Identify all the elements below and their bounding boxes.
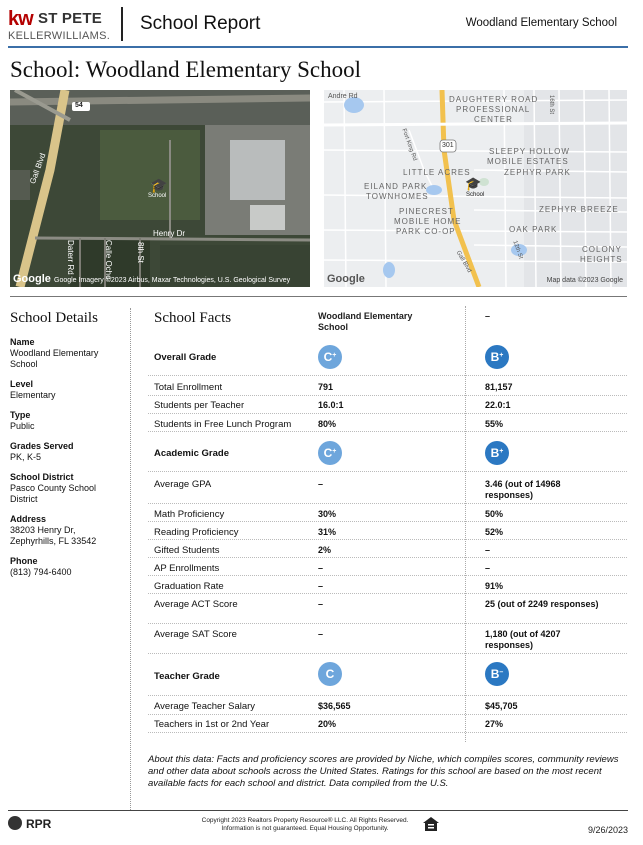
detail-value: Woodland Elementary School xyxy=(10,348,99,369)
row-label: Average Teacher Salary xyxy=(154,701,256,712)
detail-value[interactable]: (813) 794-6400 xyxy=(10,567,72,577)
row-label: Math Proficiency xyxy=(154,509,225,520)
colony-heights-label-2: HEIGHTS xyxy=(580,255,623,264)
row-value-school: – xyxy=(318,479,324,489)
rpr-logo-text: RPR xyxy=(26,817,52,831)
table-row xyxy=(148,396,627,414)
row-label: Graduation Rate xyxy=(154,581,224,592)
row-value-compare: 91% xyxy=(485,581,504,591)
row-label: Overall Grade xyxy=(154,352,217,363)
andre-rd-label: Andre Rd xyxy=(328,93,358,100)
rpr-logo xyxy=(8,816,51,831)
zephyr-breeze-label: ZEPHYR BREEZE xyxy=(539,205,619,214)
page-title: School: Woodland Elementary School xyxy=(10,57,361,82)
grade-badge: C xyxy=(318,662,342,686)
table-row xyxy=(148,576,627,594)
row-value-compare: 50% xyxy=(485,509,504,519)
row-value-compare: 81,157 xyxy=(485,382,513,392)
school-marker-label: School xyxy=(466,192,485,198)
daterr-rd-label: Daterr Rd xyxy=(66,240,75,275)
eighth-st-label: 8th St xyxy=(136,242,145,263)
school-details xyxy=(10,310,125,587)
row-value-compare: – xyxy=(485,563,491,573)
zephyr-park-label: ZEPHYR PARK xyxy=(504,168,571,177)
eiland-park-label-1: EILAND PARK xyxy=(364,182,428,191)
sleepy-hollow-label-1: SLEEPY HOLLOW xyxy=(489,147,570,156)
detail-phone xyxy=(10,556,125,578)
header-rule xyxy=(8,46,628,48)
header-divider xyxy=(121,7,123,41)
grade-badge: B+ xyxy=(485,345,509,369)
column-divider xyxy=(130,308,131,810)
detail-value: Zephyrhills, FL 33542 xyxy=(10,536,97,546)
little-acres-label: LITTLE ACRES xyxy=(403,168,471,177)
row-value-compare: 25 (out of 2249 responses) xyxy=(485,599,599,609)
pinecrest-label-1: PINECREST xyxy=(399,207,454,216)
copyright-notice xyxy=(195,817,415,833)
row-value-compare: – xyxy=(485,545,491,555)
facts-column-compare: – xyxy=(485,311,491,321)
row-value-compare: 27% xyxy=(485,719,504,729)
header-school-name: Woodland Elementary School xyxy=(465,17,617,29)
table-row xyxy=(148,697,627,715)
table-row xyxy=(148,715,627,733)
row-label: Academic Grade xyxy=(154,448,229,459)
kw-logo-wordmark: KELLERWILLIAMS. xyxy=(8,30,111,42)
table-row xyxy=(148,522,627,540)
kw-logo-mark: kw xyxy=(8,8,33,30)
row-value-school: – xyxy=(318,581,324,591)
table-row xyxy=(148,504,627,522)
twelfth-st-label: 12th St xyxy=(511,240,524,260)
detail-type xyxy=(10,410,125,432)
detail-label: Name xyxy=(10,337,35,347)
table-row xyxy=(148,558,627,576)
google-logo: Google xyxy=(13,273,51,285)
grade-badge: B– xyxy=(485,662,509,686)
detail-label: School District xyxy=(10,472,74,482)
route-301-label: 301 xyxy=(442,142,454,149)
table-row xyxy=(148,378,627,396)
row-value-school: – xyxy=(318,629,324,639)
google-logo: Google xyxy=(327,273,365,285)
row-value-compare: 1,180 (out of 4207 responses) xyxy=(485,629,561,650)
map-data-attribution: Map data ©2023 Google xyxy=(546,277,623,284)
row-label: AP Enrollments xyxy=(154,563,220,574)
copyright-line: Copyright 2023 Realtors Property Resource® LLC. All Rights Reserved. xyxy=(201,817,409,824)
row-value-school: – xyxy=(318,563,324,573)
daughtery-label-2: PROFESSIONAL xyxy=(456,105,531,114)
daughtery-label-3: CENTER xyxy=(474,115,513,124)
table-row xyxy=(148,474,627,504)
kw-logo-city: ST PETE xyxy=(38,10,102,27)
row-value-school: 16.0:1 xyxy=(318,400,344,410)
row-label: Average ACT Score xyxy=(154,599,238,610)
detail-label: Phone xyxy=(10,556,38,566)
row-value-school: 31% xyxy=(318,527,337,537)
gall-blvd-road-label: Gall Blvd xyxy=(454,250,473,274)
row-label: Students per Teacher xyxy=(154,400,245,411)
eiland-park-label-2: TOWNHOMES xyxy=(366,192,429,201)
sixteenth-st-label: 16th St xyxy=(548,95,554,115)
teacher-grade-row xyxy=(148,660,627,696)
detail-label: Level xyxy=(10,379,34,389)
school-marker-icon[interactable]: 🎓 xyxy=(465,176,482,191)
disclaimer-line: Information is not guaranteed. Equal Housing Opportunity. xyxy=(221,825,389,832)
report-header xyxy=(0,0,643,48)
row-value-compare: 55% xyxy=(485,419,504,429)
footer-rule xyxy=(8,810,628,811)
pinecrest-label-3: PARK CO-OP xyxy=(396,227,456,236)
about-data-note: About this data: Facts and proficiency scores are provided by Niche, which compiles scores, community reviews and other data about schools across the United States. Ratings for this school are based on the most recent available facts for each school and district. Data compiled from the U.S. xyxy=(148,754,619,789)
row-value-school: 791 xyxy=(318,382,334,392)
colony-heights-label-1: COLONY xyxy=(582,245,622,254)
detail-value: Elementary xyxy=(10,390,56,400)
school-facts-title: School Facts xyxy=(154,310,232,326)
detail-grades xyxy=(10,441,125,463)
table-row xyxy=(148,540,627,558)
section-rule xyxy=(10,296,627,297)
detail-label: Grades Served xyxy=(10,441,74,451)
daughtery-label-1: DAUGHTERY ROAD xyxy=(449,95,539,104)
detail-value: 38203 Henry Dr, xyxy=(10,525,76,535)
fort-king-rd-label: Fort King Rd xyxy=(400,128,418,162)
report-date: 9/26/2023 xyxy=(587,825,628,835)
school-marker-label: School xyxy=(148,193,167,199)
grade-badge: C+ xyxy=(318,441,342,465)
detail-value: PK, K-5 xyxy=(10,452,42,462)
row-value-compare: $45,705 xyxy=(485,701,518,711)
satellite-map[interactable] xyxy=(10,90,310,287)
grade-badge: B+ xyxy=(485,441,509,465)
rpr-icon xyxy=(8,816,22,830)
detail-name xyxy=(10,337,125,370)
row-value-school: 2% xyxy=(318,545,332,555)
row-value-compare: 3.46 (out of 14968 responses) xyxy=(485,479,561,500)
detail-level xyxy=(10,379,125,401)
row-value-school: 20% xyxy=(318,719,337,729)
school-details-title: School Details xyxy=(10,310,98,326)
detail-value: Public xyxy=(10,421,35,431)
table-row xyxy=(148,414,627,432)
row-value-school: – xyxy=(318,599,324,609)
row-label: Students in Free Lunch Program xyxy=(154,419,292,430)
row-label: Reading Proficiency xyxy=(154,527,239,538)
sleepy-hollow-label-2: MOBILE ESTATES xyxy=(487,157,569,166)
row-value-school: $36,565 xyxy=(318,701,351,711)
oak-park-label: OAK PARK xyxy=(509,225,558,234)
equal-housing-icon xyxy=(423,817,439,831)
facts-column-school: Woodland Elementary School xyxy=(318,311,413,332)
kw-logo xyxy=(8,8,118,42)
henry-dr-label: Henry Dr xyxy=(153,229,186,238)
row-value-school: 30% xyxy=(318,509,337,519)
detail-label: Type xyxy=(10,410,31,420)
row-value-compare: 52% xyxy=(485,527,504,537)
row-label: Teacher Grade xyxy=(154,671,220,682)
calle-ocho-label: Calle Ocho xyxy=(104,240,113,280)
report-title: School Report xyxy=(140,13,261,34)
detail-value: Pasco County School District xyxy=(10,483,97,504)
detail-address xyxy=(10,514,125,547)
school-marker-icon[interactable]: 🎓 xyxy=(150,177,168,193)
row-label: Teachers in 1st or 2nd Year xyxy=(154,719,270,730)
road-54-label: 54 xyxy=(75,102,83,109)
row-value-compare: 22.0:1 xyxy=(485,400,511,410)
row-label: Average GPA xyxy=(154,479,212,490)
row-label: Gifted Students xyxy=(154,545,220,556)
overall-grade-row xyxy=(148,340,627,376)
table-row xyxy=(148,594,627,624)
pinecrest-label-2: MOBILE HOME xyxy=(394,217,462,226)
row-label: Average SAT Score xyxy=(154,629,237,640)
grade-badge: C+ xyxy=(318,345,342,369)
gall-blvd-label: Gall Blvd xyxy=(28,151,48,186)
academic-grade-row xyxy=(148,436,627,472)
table-row xyxy=(148,624,627,654)
detail-label: Address xyxy=(10,514,47,524)
satellite-attribution: Google Imagery ©2023 Airbus, Maxar Technologies, U.S. Geological Survey xyxy=(54,277,291,284)
row-label: Total Enrollment xyxy=(154,382,223,393)
detail-district xyxy=(10,472,125,505)
row-value-school: 80% xyxy=(318,419,337,429)
road-map[interactable] xyxy=(324,90,627,287)
